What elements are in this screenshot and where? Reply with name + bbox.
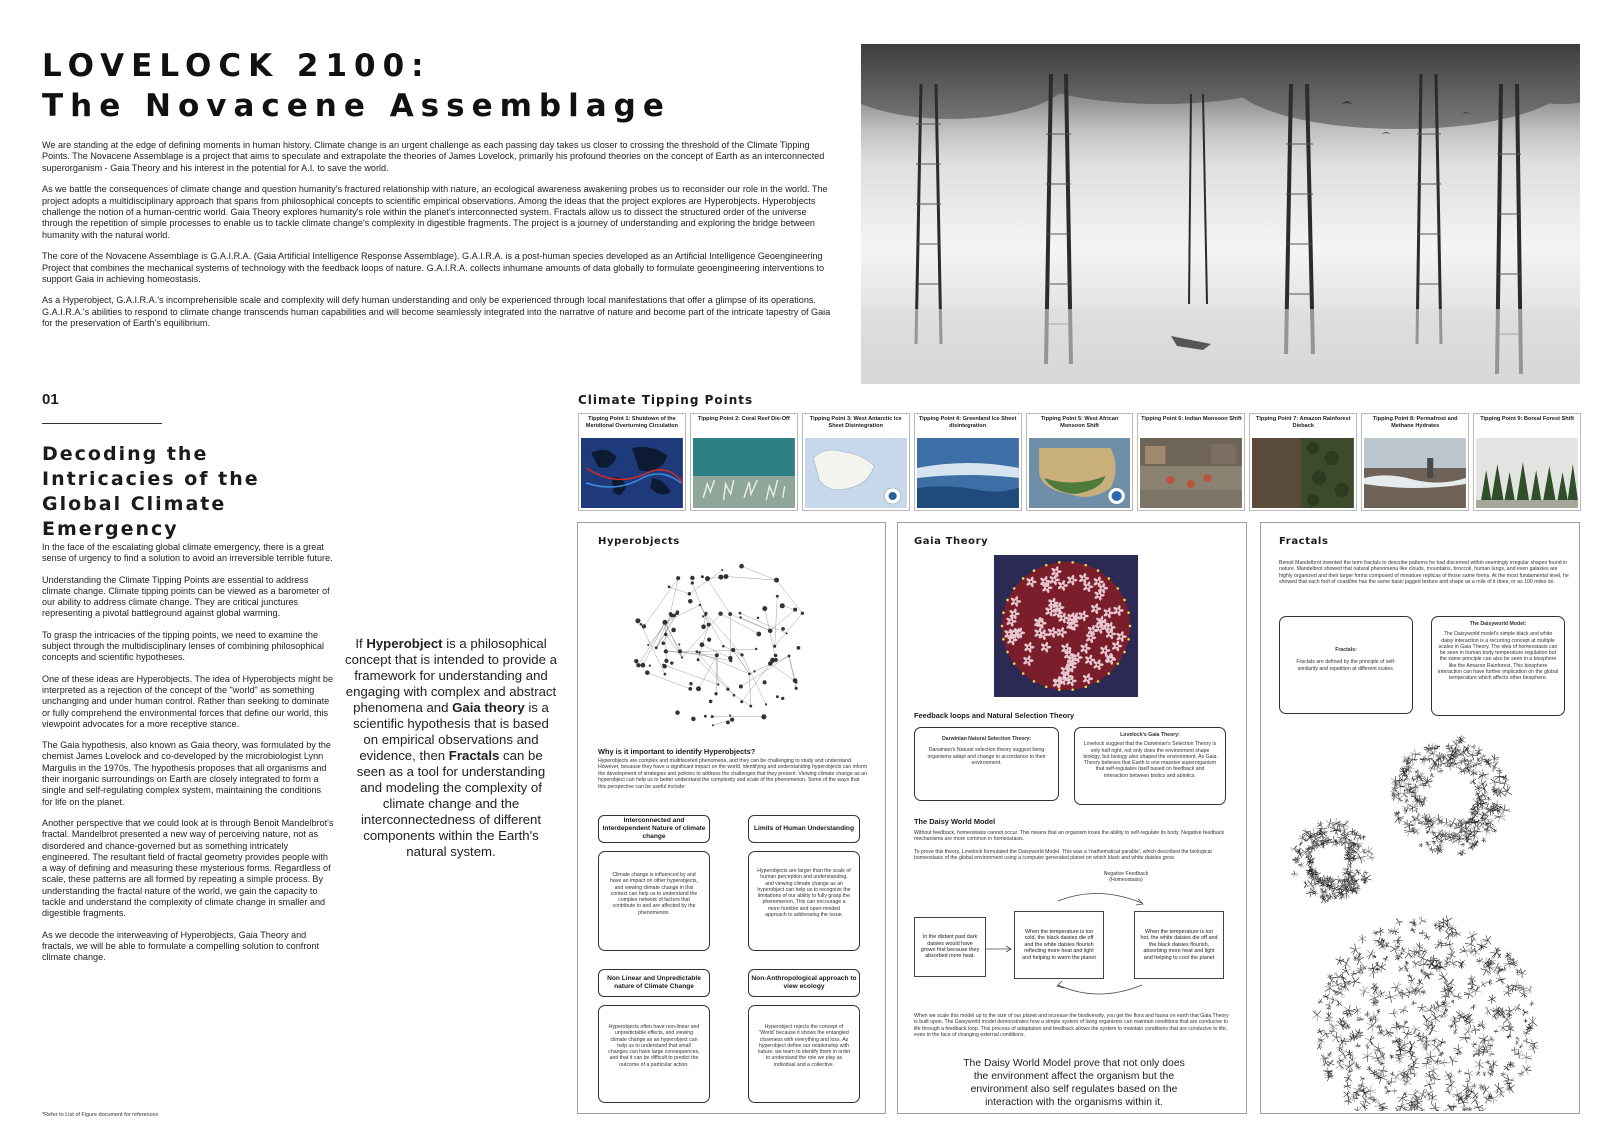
tipping-point-label: Tipping Point 2: Coral Reef Die-Off (697, 416, 790, 422)
tipping-point-label: Tipping Point 8: Permafrost and Methane Hydrates (1372, 416, 1458, 429)
card-body-box (598, 1005, 710, 1103)
tipping-point-label: Tipping Point 7: Amazon Rainforest Dieback (1256, 416, 1351, 429)
monsoon-flood-image (1140, 438, 1242, 508)
quote-keyword-fractals: Fractals (448, 748, 500, 763)
boreal-forest-image (1476, 438, 1578, 508)
quote-keyword-hyperobject: Hyperobject (366, 636, 443, 651)
lovelock-text: Lovelock suggest that the Darwinian's Selection Theory is only half right, not only does the environment shape biology, but biology also shaped the environment. As Gaia Theory believes that Earth is one massive superorganism that self-regulates itself based on feedback and interaction between biotics and abiotics. (1083, 741, 1217, 779)
tipping-point-card (1473, 413, 1581, 511)
tipping-point-card (1249, 413, 1357, 511)
tipping-point-card (1361, 413, 1469, 511)
tipping-points-title: Climate Tipping Points (578, 393, 754, 407)
tipping-point-card (578, 413, 686, 511)
page-title (42, 46, 671, 126)
intro-paragraph: As a Hyperobject, G.A.I.R.A.'s incomprehensible scale and complexity will defy human understanding and only be experienced through local manifestations that offer a glimpse of its operations. G.A.I.R.A.'s abilities to respond to climate change transcends human capabilities and will become seamlessly integrated into the narrative of nature and become part of the intricate tapestry of Gaia for the preservation of Earth's equilibrium. (42, 295, 831, 329)
tipping-point-label: Tipping Point 3: West Antarctic Ice Sheet Disintegration (809, 416, 902, 429)
card-body: Hyperobjects often have non-linear and unpredictable effects, and viewing climate change as an hyperobject can help us to understand that small changes can have large consequences, and that it can be difficult to predict the outcome of a particular action. (608, 1024, 700, 1068)
permafrost-image (1364, 438, 1466, 508)
footnote: *Refer to List of Figure document for references (42, 1112, 159, 1118)
fractals-title: Fractals (1279, 536, 1329, 547)
coral-reef-image (693, 438, 795, 508)
card-body: Hyperobjects are larger than the scale of human perception and understanding, and viewing climate change as an hyperobject can help us to recognize the limitations of our ability to fully grasp the phenomenon. This can encourage a more humble and open-minded approach to addressing the issue. (757, 868, 851, 919)
section-divider (42, 423, 162, 424)
intro-paragraph: We are standing at the edge of defining moments in human history. Climate change is an urgent challenge as each passing day takes us closer to crossing the threshold of the Climate Tipping Points. The Novacene Assemblage is a project that aims to speculate and extrapolate the theories of James Lovelock, primarily his profound theories on the concept of Earth as an interconnected superorganism - Gaia Theory and his interest in the potential for A.I. to save the world. (42, 140, 825, 173)
gaia-theory-panel (897, 522, 1247, 1114)
quote-text: is a scientific hypothesis that is based on empirical observations and evidence, then (353, 700, 549, 763)
tipping-point-card (802, 413, 910, 511)
intro-paragraph: As we battle the consequences of climate change and question humanity's fractured relationship with nature, an ecological awareness awakening probes us to reconsider our role in the world. The project adopts a multidisciplinary approach that spans from philosophical concepts to scientific empirical observations. Among the ideas that the project explores are Hyperobjects. Hyperobjects challenge the notion of a human-centric world. Gaia Theory explores humanity's role within the planet's interconnected system. Fractals allow us to dissect the structured order of the universe through the repetition of simple processes to enable us to tackle climate change's complexity in digestible fragments. The project is a journey of understanding and exploring the bridge between humanity with the natural world. (42, 184, 828, 240)
hyperobjects-panel (577, 522, 886, 1114)
tipping-points-row (578, 413, 1581, 511)
antarctic-map-image (805, 438, 907, 508)
hyperobjects-question-text: Hyperobjects are complex and multifaceted phenomena, and they can be challenging to study and understand. However, because they have a significant impact on the world, identifying and understanding hyperobjects can inform the development of strategies and policies to address the challenges that they present. Viewing climate change as an hyperobject can help us to better understand the complexity and scale of the phenomenon. Some of the ways that this perspective can be useful include: (598, 758, 868, 790)
card-body: Hyperobject rejects the concept of 'World' because it shows the entangled closeness with everything and loss. As hyperobject define our relationship with nature, we learn to identify them in order to understand the role we play as individual and a collective. (757, 1024, 851, 1068)
tipping-point-label: Tipping Point 4: Greenland Ice Sheet disintegration (918, 416, 1017, 429)
card-heading: Interconnected and Interdependent Nature of climate change (598, 815, 710, 843)
section-paragraph: One of these ideas are Hyperobjects. The idea of Hyperobjects might be interpreted as a rejection of the concept of the "world" as something unchanging and under human control. Rather than seeking to dominate or fully comprehend the environmental forces that define our world, this viewpoint advocates for a more receptive stance. (42, 673, 333, 729)
daisy-quote: The Daisy World Model prove that not only does the environment affect the organism but the environment also self regulates based on the interaction with the organisms within it. (963, 1058, 1185, 1108)
card-body-box (598, 851, 710, 951)
daisyworld-box-heading: The Daisyworld Model: (1469, 621, 1527, 627)
quote-keyword-gaia: Gaia theory (452, 700, 525, 715)
tipping-point-card (1026, 413, 1134, 511)
hero-illustration (861, 44, 1580, 384)
darwin-heading: Darwinian Natural Selection Theory: (941, 736, 1032, 742)
network-graph-image (622, 549, 822, 739)
daisy-box-cold: When the temperature is too cold, the black daisies die off and the white daisies flourish reflecting more heat and light and helping to warm the planet (1014, 911, 1104, 979)
tipping-point-label: Tipping Point 5: West African Monsoon Shift (1040, 416, 1119, 429)
ocean-circulation-map-image (581, 438, 683, 508)
section-paragraph: Understanding the Climate Tipping Points are essential to address climate change. Climate tipping points can be viewed as a barometer of our ability to address climate change. They are critical junctures representing a pivotal battleground against global warming. (42, 574, 330, 619)
darwin-text: Darwinian's Natural selection theory suggest living organisms adapt and change in accordance to their environment. (927, 747, 1046, 766)
card-heading: Non Linear and Unpredictable nature of Climate Change (598, 969, 710, 997)
card-body-box (748, 851, 860, 951)
card-body-box (748, 1005, 860, 1103)
section-paragraph: The Gaia hypothesis, also known as Gaia theory, was formulated by the chemist James Lovelock and co-developed by the microbiologist Lynn Margulis in the 1970s. The hypothesis proposes that all organisms and their inorganic surroundings on Earth are closely integrated to form a single and self-regulating complex system, maintaining the conditions for life on the planet. (42, 740, 331, 807)
negative-feedback-label: Negative Feedback (Homeostasis) (1103, 871, 1149, 884)
hero-render-image (861, 44, 1580, 384)
gaia-title: Gaia Theory (914, 536, 989, 547)
quote-text: If (355, 636, 367, 651)
amazon-deforestation-image (1252, 438, 1354, 508)
section-body (42, 542, 334, 974)
section-title: Decoding the Intricacies of the Global Climate Emergency (42, 443, 260, 540)
tipping-point-card (914, 413, 1022, 511)
quote-text: can be seen as a tool for understanding and modeling the complexity of climate change and the interconnectedness of different components within the Earth's natural system. (356, 748, 546, 859)
center-quote (345, 636, 557, 860)
tipping-point-label: Tipping Point 6: Indian Monsoon Shift (1141, 416, 1242, 422)
card-body: Climate change is influenced by and have an impact on other hyperobjects, and viewing climate change in this context can help us to understand the complex network of factors that contribute to and are affected by the phenomenon. (610, 872, 698, 916)
hyperobjects-title: Hyperobjects (598, 536, 680, 547)
quote-text: is a philosophical concept that is intended to provide a framework for understanding and engaging with complex and abstract phenomena and (345, 636, 557, 715)
section-number: 01 (42, 391, 59, 408)
card-heading: Non-Anthropological approach to view ecology (748, 969, 860, 997)
west-africa-map-image (1029, 438, 1131, 508)
intro-paragraph: The core of the Novacene Assemblage is G.A.I.R.A. (Gaia Artificial Intelligence Response Assemblage). G.A.I.R.A. is a post-human species developed as an Artificial Intelligence Geoengineering Project that combines the mechanical systems of technology with the feedback loops of nature. G.A.I.R.A. collects inhumane amounts of data globally to formulate geoengineering interventions to support Gaia in achieving homeostasis. (42, 251, 824, 285)
fractals-definition-box (1279, 616, 1413, 714)
fractals-panel (1260, 522, 1580, 1114)
greenland-ice-image (917, 438, 1019, 508)
lovelock-heading: Lovelock's Gaia Theory: (1120, 732, 1180, 738)
fractals-box-heading: Fractals: (1335, 647, 1357, 653)
card-heading: Limits of Human Understanding (748, 815, 860, 843)
tipping-point-label: Tipping Point 1: Shutdown of the Meridional Overturning Circulation (585, 416, 679, 429)
daisy-box-past: In the distant past dark daisies would have grown first because they absorbed more heat. (914, 917, 986, 977)
daisy-title: The Daisy World Model (914, 817, 996, 826)
tipping-point-card (690, 413, 798, 511)
title-line-2: The Novacene Assemblage (42, 88, 671, 124)
section-paragraph: In the face of the escalating global climate emergency, there is a great sense of urgency to find a solution to avoid an irreversible terrible future. (42, 542, 333, 564)
fractal-daisy-images (1261, 721, 1581, 1111)
section-paragraph: As we decode the interweaving of Hyperobjects, Gaia Theory and fractals, we will be able to formulate a compelling solution to confront climate change. (42, 929, 319, 963)
daisy-paragraph: When we scale this model up to the size of our planet and increase the biodiversity, you get the flora and fauna on earth that Gaia Theory is built upon. The Daisyworld model demonstrates how a simple system of living organisms can maintain conditions that are conducive to life through a feedback loop. This process of adaptation and feedback allows the system to maintain conditions that are conducive to life, even in the face of changing external conditions. (914, 1013, 1229, 1039)
daisy-box-hot: When the temperature is too hot, the white daisies die off and the black daisies flourish, absorbing more heat and light and helping to cool the planet (1134, 911, 1224, 979)
intro-text (42, 140, 832, 340)
daisyworld-box (1431, 616, 1565, 716)
fractals-box-text: Fractals are defined by the principle of self-similarity and repetition at different scales. (1296, 659, 1396, 672)
section-paragraph: Another perspective that we could look at is through Benoit Mandelbrot's fractal. Mandelbrot presented a new way of perceiving nature, not as disordered and chance-governed but as something intricately engineered. The resultant field of fractal geometry provides people with a way of defining and measuring these mysterious forms. Regardless of scale, these patterns are all formed by repeating a simple process. By understanding the fractal nature of the world, we gain the capacity to tackle and understand the complexity of climate change in smaller and digestible fragments. (42, 817, 334, 919)
title-line-1: LOVELOCK 2100: (42, 48, 431, 84)
section-paragraph: To grasp the intricacies of the tipping points, we need to examine the subject through the multidisciplinary lenses of combining philosophical concepts and scientific hypotheses. (42, 629, 325, 663)
hyperobjects-question: Why is it important to identify Hyperobjects? (598, 747, 756, 756)
feedback-title: Feedback loops and Natural Selection Theory (914, 711, 1075, 720)
daisyworld-box-text: The Daisyworld model's simple black and white daisy interaction is a recurring concept at multiple scales in Gaia Theory. The idea of homeostasis can be seen in human body temperature regulation but the same principle can also be seen in a biosphere like the Amazon Rainforest. This biosphere interaction can have further implication on the global temperature which affects other biosphere. (1438, 631, 1558, 682)
tipping-point-label: Tipping Point 9: Boreal Forest Shift (1480, 416, 1574, 422)
daisy-paragraph: To prove this theory, Lovelock formulated the Daisyworld Model. This was a 'mathematical parable', which described the biological homeostasis of the global environment using a computer generated planet on which black and white daisies grow. (914, 849, 1212, 862)
tipping-point-card (1137, 413, 1245, 511)
fractals-text: Benoit Mandelbrot invented the term fractals to describe patterns he had discerned within seemingly irregular shapes found in nature. Mandelbrot showed that natural phenomena like clouds, mountains, broccoli, human lungs, and even galaxies are highly organized and their larger forms composed of miniature replicas of those same forms. At the most fundamental level, he showed that each foot of coastline has the same basic jagged texture and shape as a mile of it does, or as 100 miles do. (1279, 560, 1569, 586)
daisy-paragraph: Without feedback, homeostasis cannot occur. This means that an organism loses the ability to self-regulate its body. Negative feedback mechanisms are more common in homeostasis. (914, 830, 1225, 843)
